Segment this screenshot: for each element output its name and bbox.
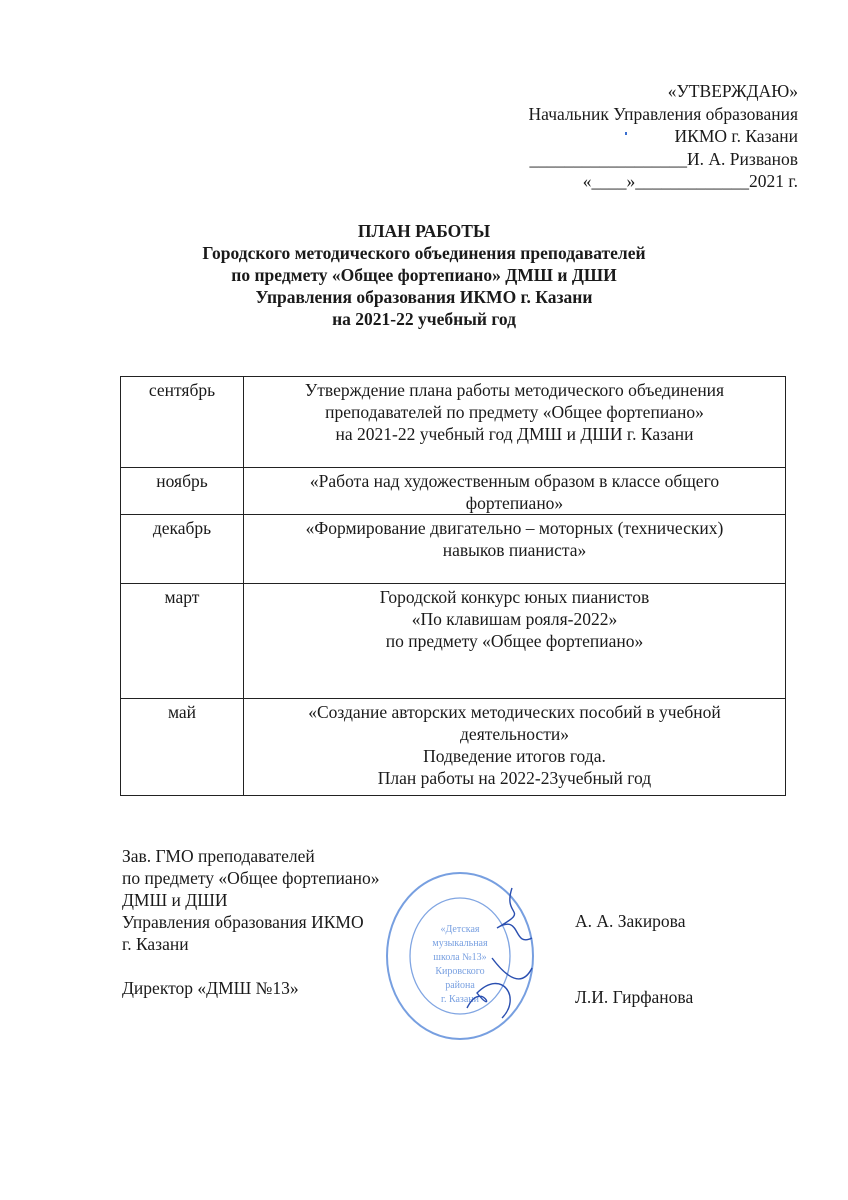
- activity-line: деятельности»: [460, 724, 569, 744]
- signer-name-zakirova: А. А. Закирова: [575, 911, 686, 931]
- activity-line: Городской конкурс юных пианистов: [379, 587, 650, 607]
- activity-line: преподавателей по предмету «Общее фортепиано»: [325, 402, 704, 422]
- plan-table: [120, 376, 786, 796]
- approval-line: «УТВЕРЖДАЮ»: [667, 81, 798, 101]
- document-title: [0, 220, 848, 330]
- table-row: [121, 468, 786, 515]
- activity-cell: [244, 377, 786, 468]
- title-line: по предмету «Общее фортепиано» ДМШ и ДШИ: [231, 265, 617, 285]
- signature-line: Директор «ДМШ №13»: [122, 978, 299, 998]
- month-cell: декабрь: [121, 515, 244, 584]
- spacer: [122, 955, 380, 977]
- svg-text:музыкальная: музыкальная: [432, 938, 488, 949]
- approval-line: ИКМО г. Казани: [674, 126, 798, 146]
- signature-line: Зав. ГМО преподавателей: [122, 846, 315, 866]
- activity-line: «Работа над художественным образом в классе общего: [309, 471, 720, 491]
- svg-text:района: района: [445, 980, 475, 991]
- svg-text:«Детская: «Детская: [440, 924, 480, 935]
- activity-line: Подведение итогов года.: [423, 746, 606, 766]
- month-cell: март: [121, 584, 244, 699]
- activity-line: фортепиано»: [465, 493, 564, 513]
- signature-line: Управления образования ИКМО: [122, 912, 364, 932]
- signature-line: ДМШ и ДШИ: [122, 890, 228, 910]
- month-cell: ноябрь: [121, 468, 244, 515]
- activity-line: на 2021-22 учебный год ДМШ и ДШИ г. Казани: [335, 424, 694, 444]
- month-cell: сентябрь: [121, 377, 244, 468]
- activity-line: навыков пианиста»: [442, 540, 587, 560]
- table-row: [121, 515, 786, 584]
- title-line: ПЛАН РАБОТЫ: [357, 221, 491, 241]
- table-row: [121, 699, 786, 796]
- approval-line: «____»_____________2021 г.: [582, 171, 798, 191]
- table-row: [121, 377, 786, 468]
- title-line: Городского методического объединения преподавателей: [202, 243, 646, 263]
- activity-line: «Создание авторских методических пособий в учебной: [308, 702, 721, 722]
- signer-name-girfanova: Л.И. Гирфанова: [575, 987, 694, 1007]
- month-cell: май: [121, 699, 244, 796]
- svg-text:Кировского: Кировского: [435, 966, 485, 977]
- signature-line: г. Казани: [122, 934, 189, 954]
- activity-cell: [244, 584, 786, 699]
- approval-block: [529, 80, 798, 193]
- title-line: Управления образования ИКМО г. Казани: [255, 287, 593, 307]
- activity-cell: [244, 515, 786, 584]
- signature-line: по предмету «Общее фортепиано»: [122, 868, 380, 888]
- table-row: [121, 584, 786, 699]
- activity-line: План работы на 2022-23учебный год: [377, 768, 652, 788]
- activity-line: «Формирование двигательно – моторных (технических): [305, 518, 724, 538]
- svg-text:школа №13»: школа №13»: [433, 952, 487, 963]
- signature-block: [122, 845, 380, 999]
- activity-line: по предмету «Общее фортепиано»: [385, 631, 644, 651]
- activity-cell: [244, 468, 786, 515]
- activity-cell: [244, 699, 786, 796]
- activity-line: Утверждение плана работы методического объединения: [304, 380, 725, 400]
- title-line: на 2021-22 учебный год: [332, 309, 516, 329]
- approval-line: __________________И. А. Ризванов: [529, 148, 798, 169]
- activity-line: «По клавишам рояля-2022»: [411, 609, 618, 629]
- svg-text:г. Казани: г. Казани: [440, 994, 480, 1005]
- official-stamp: [382, 868, 542, 1043]
- approval-line: Начальник Управления образования: [528, 103, 798, 124]
